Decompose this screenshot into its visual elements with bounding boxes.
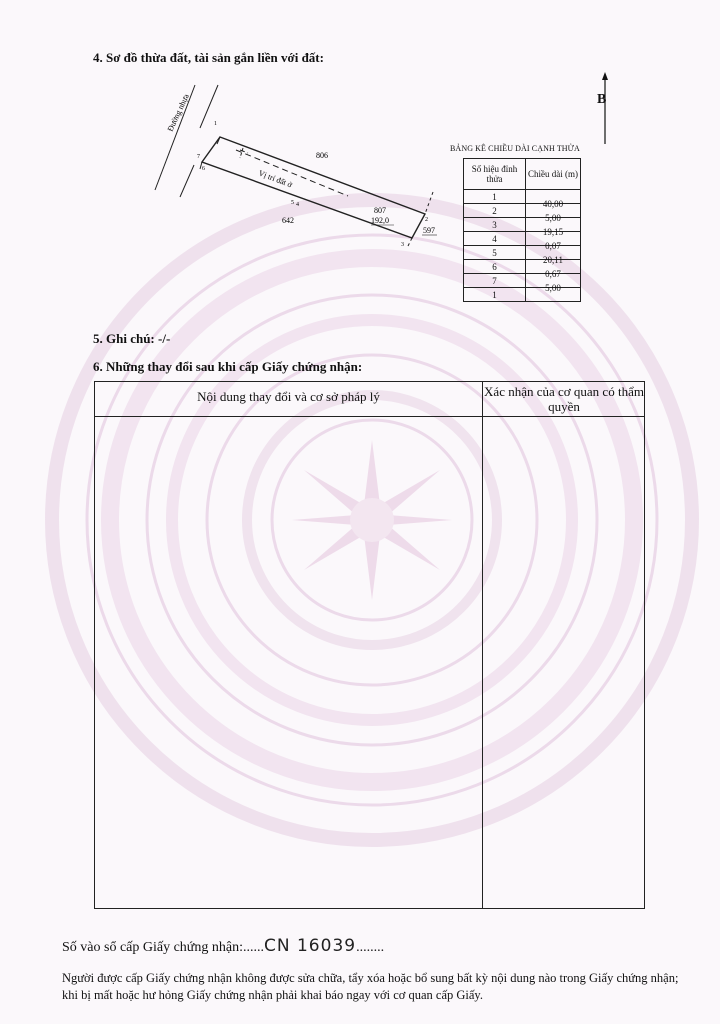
parcel-number: 807: [374, 206, 386, 215]
side-length-table: [463, 158, 581, 302]
parcel-north-number: 806: [316, 151, 328, 160]
vertex-1: 1: [214, 121, 217, 127]
side-table-header-vertex: Số hiệu đỉnh thửa: [464, 159, 526, 190]
north-label: B: [597, 92, 607, 107]
north-arrow-icon: [590, 72, 620, 152]
changes-header-confirmation: Xác nhận của cơ quan có thẩm quyền: [484, 384, 644, 414]
side-table-length: 0,07: [545, 240, 561, 251]
parcel-east-number: 597: [423, 226, 435, 235]
changes-table-divider: [482, 382, 483, 908]
side-table-vertex: 1: [464, 190, 526, 204]
side-table-vertex: 1: [464, 288, 526, 302]
registry-line: [62, 936, 384, 956]
parcel-outline: [202, 137, 425, 238]
side-table-header-length: Chiều dài (m): [526, 159, 581, 190]
registry-dots: ........: [356, 940, 385, 955]
parcel-area: 192,0: [371, 216, 389, 225]
changes-header-content: Nội dung thay đổi và cơ sở pháp lý: [197, 389, 380, 404]
section-6-title: 6. Những thay đổi sau khi cấp Giấy chứng nhận:: [93, 359, 363, 374]
side-table-vertex: 4: [464, 232, 526, 246]
side-table-length: 20,11: [543, 254, 563, 265]
vertex-5: 5: [291, 200, 294, 206]
vertex-6: 6: [202, 166, 205, 172]
side-table-vertex: 6: [464, 260, 526, 274]
land-plot-diagram: [150, 80, 450, 250]
side-table-caption: BẢNG KÊ CHIỀU DÀI CẠNH THỬA: [450, 144, 580, 153]
side-table-vertex: 2: [464, 204, 526, 218]
registry-label: Số vào sổ cấp Giấy chứng nhận:: [62, 940, 243, 955]
changes-table: [94, 381, 645, 909]
road-label: Đường nhựa: [165, 92, 191, 133]
registry-dots: ......: [243, 940, 264, 955]
area-label: Vị trí đất ở: [257, 168, 294, 190]
side-table-vertex: 7: [464, 274, 526, 288]
section-4-title: 4. Sơ đồ thừa đất, tài sản gắn liền với đất:: [93, 50, 324, 65]
vertex-4: 4: [296, 202, 299, 208]
side-table-length: 0,67: [545, 268, 561, 279]
section-5-title: 5. Ghi chú: -/-: [93, 331, 171, 346]
vertex-3: 3: [401, 242, 404, 248]
registry-number: CN 16039: [264, 936, 357, 956]
side-table-length: 19,15: [542, 226, 564, 237]
side-table-vertex: 5: [464, 246, 526, 260]
notice-text: Người được cấp Giấy chứng nhận không được sửa chữa, tẩy xóa hoặc bổ sung bất kỳ nội dung nào trong Giấy chứng nhận; khi bị mất hoặc hư hỏng Giấy chứng nhận phải khai báo ngay với cơ quan cấp Giấy.: [62, 971, 679, 1002]
vertex-7: 7: [197, 154, 200, 160]
vertex-2: 2: [425, 217, 428, 223]
side-table-vertex: 3: [464, 218, 526, 232]
side-table-length: 5,00: [545, 282, 561, 293]
side-table-length: 5,00: [545, 212, 561, 223]
side-table-length: 40,00: [542, 198, 564, 209]
parcel-west-number: 642: [282, 216, 294, 225]
